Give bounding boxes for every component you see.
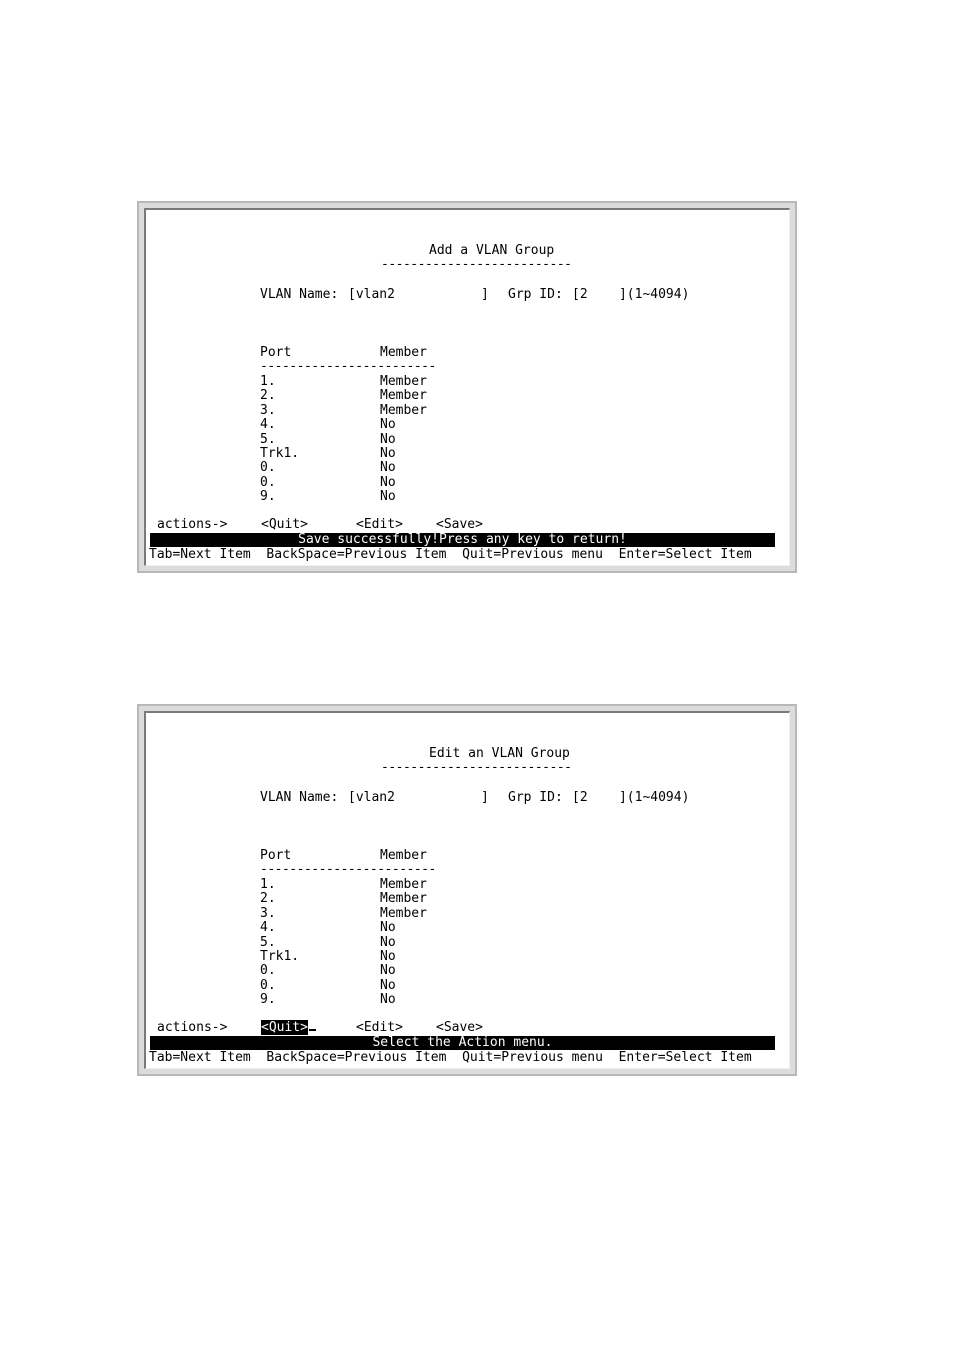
port-cell: Trk1. [260, 949, 300, 964]
member-cell[interactable]: No [380, 446, 396, 461]
status-message-bar: Save successfully!Press any key to return! [150, 533, 775, 547]
member-cell[interactable]: No [380, 431, 396, 447]
vlan-name-field[interactable]: [vlan2 ] [348, 790, 489, 805]
edit-action-button[interactable]: <Edit> [356, 1020, 403, 1035]
port-cell: 4. [260, 920, 276, 936]
actions-label: actions-> [157, 517, 228, 532]
member-cell[interactable]: No [380, 920, 396, 936]
actions-label: actions-> [157, 1020, 228, 1035]
port-cell: 1. [260, 877, 276, 892]
member-cell[interactable]: No [380, 963, 396, 979]
port-cell: 0. [260, 977, 276, 993]
table-underline: ------------------------ [260, 359, 436, 374]
vlan-name-field[interactable]: [vlan2 ] [348, 287, 489, 302]
quit-action-button-selected[interactable] [261, 1021, 316, 1035]
member-cell[interactable]: No [380, 489, 396, 505]
port-cell: 3. [260, 905, 276, 921]
member-cell[interactable]: No [380, 949, 396, 964]
vlan-name-label: VLAN Name: [260, 790, 339, 805]
member-cell[interactable]: Member [380, 402, 427, 418]
member-column-header: Member [380, 848, 427, 863]
port-cell: 5. [260, 934, 276, 950]
port-column-header: Port [260, 848, 292, 863]
save-action-button[interactable]: <Save> [436, 1020, 483, 1035]
table-underline: ------------------------ [260, 862, 436, 877]
port-cell: 2. [260, 891, 276, 907]
port-cell: 3. [260, 402, 276, 418]
port-cell: 2. [260, 388, 276, 404]
grp-id-label: Grp ID: [508, 790, 563, 805]
status-message-bar: Select the Action menu. [150, 1036, 775, 1050]
member-cell[interactable]: No [380, 977, 396, 993]
port-column-header: Port [260, 345, 292, 360]
member-cell[interactable]: Member [380, 891, 427, 907]
quit-action-button[interactable]: <Quit> [261, 517, 308, 532]
title-underline: -------------------------- [381, 760, 572, 775]
edit-action-button[interactable]: <Edit> [356, 517, 403, 532]
grp-id-label: Grp ID: [508, 287, 563, 302]
member-cell[interactable]: Member [380, 905, 427, 921]
member-cell[interactable]: Member [380, 388, 427, 404]
port-cell: 1. [260, 374, 276, 389]
port-cell: Trk1. [260, 446, 300, 461]
terminal-window-add-vlan [137, 201, 797, 573]
terminal-window-edit-vlan [137, 704, 797, 1076]
screen-title: Add a VLAN Group [429, 243, 555, 258]
grp-id-field[interactable]: [2 ](1~4094) [572, 287, 690, 302]
text-cursor [309, 1029, 316, 1031]
save-action-button[interactable]: <Save> [436, 517, 483, 532]
port-cell: 0. [260, 460, 276, 476]
member-cell[interactable]: No [380, 992, 396, 1008]
port-cell: 5. [260, 431, 276, 447]
member-cell[interactable]: No [380, 460, 396, 476]
port-cell: 9. [260, 489, 276, 505]
member-cell[interactable]: No [380, 934, 396, 950]
vlan-name-label: VLAN Name: [260, 287, 339, 302]
port-cell: 0. [260, 474, 276, 490]
member-column-header: Member [380, 345, 427, 360]
member-cell[interactable]: Member [380, 877, 427, 892]
member-cell[interactable]: Member [380, 374, 427, 389]
terminal-screen [144, 208, 790, 566]
grp-id-field[interactable]: [2 ](1~4094) [572, 790, 690, 805]
port-cell: 9. [260, 992, 276, 1008]
port-cell: 4. [260, 417, 276, 433]
member-cell[interactable]: No [380, 474, 396, 490]
quit-action-label: <Quit> [261, 1020, 308, 1035]
title-underline: -------------------------- [381, 257, 572, 272]
member-cell[interactable]: No [380, 417, 396, 433]
key-help-line: Tab=Next Item BackSpace=Previous Item Quit=Previous menu Enter=Select Item [149, 1050, 752, 1065]
screen-title: Edit an VLAN Group [429, 746, 570, 761]
terminal-screen [144, 711, 790, 1069]
key-help-line: Tab=Next Item BackSpace=Previous Item Quit=Previous menu Enter=Select Item [149, 547, 752, 562]
port-cell: 0. [260, 963, 276, 979]
